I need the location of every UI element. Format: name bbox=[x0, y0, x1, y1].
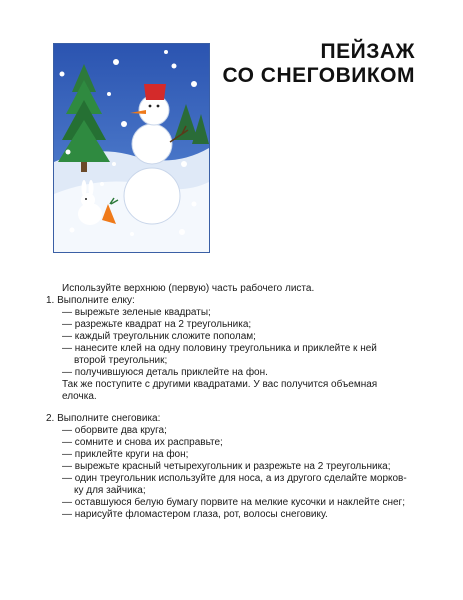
list-item: — вырежьте красный четырехугольник и разрежьте на 2 треугольника; bbox=[62, 461, 391, 472]
list-item: — нарисуйте фломастером глаза, рот, волосы снеговику. bbox=[62, 509, 328, 520]
list-item: — нанесите клей на одну половину треугольника и приклейте к ней bbox=[62, 343, 377, 354]
title-line-1: ПЕЙЗАЖ bbox=[320, 40, 415, 63]
title-line-2: СО СНЕГОВИКОМ bbox=[222, 64, 415, 87]
list-item: — вырежьте зеленые квадраты; bbox=[62, 307, 211, 318]
list-item: — один треугольник используйте для носа, а из другого сделайте морков- bbox=[62, 473, 407, 484]
step2-heading: 2. Выполните снеговика: bbox=[46, 413, 161, 424]
list-item: — сомните и снова их расправьте; bbox=[62, 437, 223, 448]
list-item: — оборвите два круга; bbox=[62, 425, 167, 436]
list-item: — разрежьте квадрат на 2 треугольника; bbox=[62, 319, 252, 330]
list-item: — оставшуюся белую бумагу порвите на мелкие кусочки и наклейте снег; bbox=[62, 497, 405, 508]
list-item-continuation: ку для зайчика; bbox=[74, 485, 146, 496]
step1-note-cont: елочка. bbox=[62, 391, 97, 402]
step1-heading: 1. Выполните елку: bbox=[46, 295, 135, 306]
list-item: — каждый треугольник сложите пополам; bbox=[62, 331, 256, 342]
list-item: — приклейте круги на фон; bbox=[62, 449, 189, 460]
list-item: — получившуюся деталь приклейте на фон. bbox=[62, 367, 268, 378]
intro-text: Используйте верхнюю (первую) часть рабочего листа. bbox=[62, 283, 315, 294]
snowman-landscape-image bbox=[53, 43, 210, 253]
step1-note: Так же поступите с другими квадратами. У вас получится объемная bbox=[62, 379, 378, 390]
list-item-continuation: второй треугольник; bbox=[74, 355, 168, 366]
instructions bbox=[46, 283, 418, 521]
page-title bbox=[222, 40, 415, 88]
